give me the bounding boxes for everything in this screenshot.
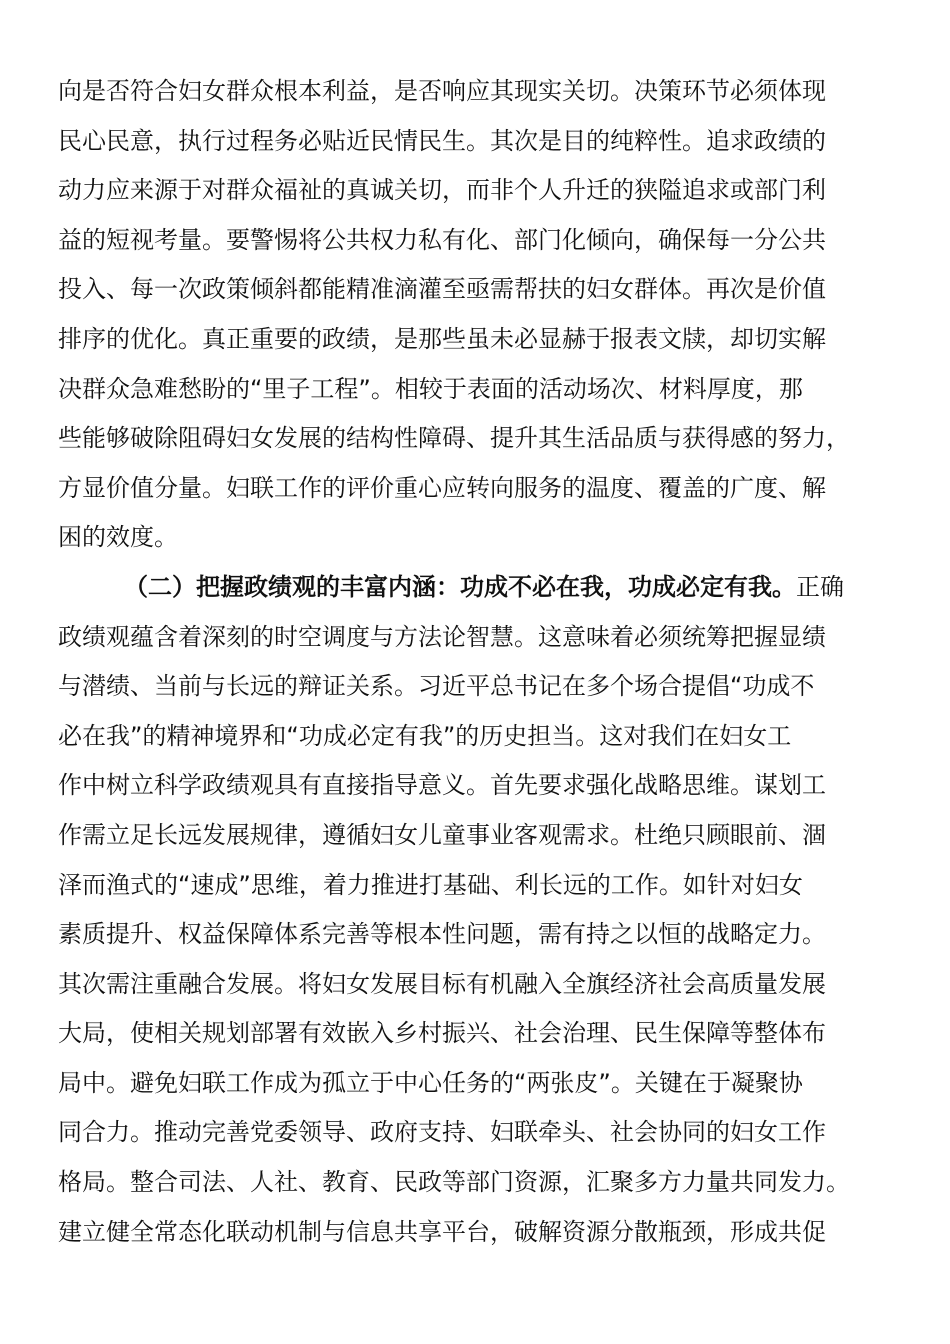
paragraph-line: 动力应来源于对群众福祉的真诚关切，而非个人升迁的狭隘追求或部门利	[58, 176, 826, 205]
body-text	[58, 67, 898, 1257]
paragraph-line: 必在我”的精神境界和“功成必定有我”的历史担当。这对我们在妇女工	[58, 721, 792, 750]
paragraph-line: 大局，使相关规划部署有效嵌入乡村振兴、社会治理、民生保障等整体布	[58, 1019, 826, 1048]
paragraph-line: 建立健全常态化联动机制与信息共享平台，破解资源分散瓶颈，形成共促	[58, 1217, 826, 1246]
paragraph-line: 些能够破除阻碍妇女发展的结构性障碍、提升其生活品质与获得感的努力，	[58, 424, 850, 453]
paragraph-line: 作需立足长远发展规律，遵循妇女儿童事业客观需求。杜绝只顾眼前、涸	[58, 820, 826, 849]
paragraph-line: 素质提升、权益保障体系完善等根本性问题，需有持之以恒的战略定力。	[58, 920, 826, 949]
paragraph-line: 方显价值分量。妇联工作的评价重心应转向服务的温度、覆盖的广度、解	[58, 473, 826, 502]
paragraph-line: 政绩观蕴含着深刻的时空调度与方法论智慧。这意味着必须统筹把握显绩	[58, 622, 826, 651]
paragraph-line: 同合力。推动完善党委领导、政府支持、妇联牵头、社会协同的妇女工作	[58, 1118, 826, 1147]
paragraph-line: 作中树立科学政绩观具有直接指导意义。首先要求强化战略思维。谋划工	[58, 771, 826, 800]
paragraph-line: 局中。避免妇联工作成为孤立于中心任务的“两张皮”。关键在于凝聚协	[58, 1068, 803, 1097]
paragraph-line: 投入、每一次政策倾斜都能精准滴灌至亟需帮扶的妇女群体。再次是价值	[58, 275, 826, 304]
section-heading: （二）把握政绩观的丰富内涵：功成不必在我，功成必定有我。	[124, 572, 796, 601]
paragraph-line: 困的效度。	[58, 523, 178, 552]
paragraph-line: 与潜绩、当前与长远的辩证关系。习近平总书记在多个场合提倡“功成不	[58, 672, 815, 701]
paragraph-line: 其次需注重融合发展。将妇女发展目标有机融入全旗经济社会高质量发展	[58, 969, 826, 998]
paragraph-line: 益的短视考量。要警惕将公共权力私有化、部门化倾向，确保每一分公共	[58, 225, 826, 254]
paragraph-line: 向是否符合妇女群众根本利益，是否响应其现实关切。决策环节必须体现	[58, 77, 826, 105]
paragraph-line: 格局。整合司法、人社、教育、民政等部门资源，汇聚多方力量共同发力。	[58, 1168, 850, 1197]
paragraph-line: 泽而渔式的“速成”思维，着力推进打基础、利长远的工作。如针对妇女	[58, 870, 803, 899]
section-heading-line	[58, 563, 898, 613]
paragraph-line: 民心民意，执行过程务必贴近民情民生。其次是目的纯粹性。追求政绩的	[58, 126, 826, 155]
paragraph-line: 排序的优化。真正重要的政绩，是那些虽未必显赫于报表文牍，却切实解	[58, 324, 826, 353]
section-heading-tail: 正确	[796, 572, 844, 601]
paragraph-line: 决群众急难愁盼的“里子工程”。相较于表面的活动场次、材料厚度，那	[58, 374, 803, 403]
